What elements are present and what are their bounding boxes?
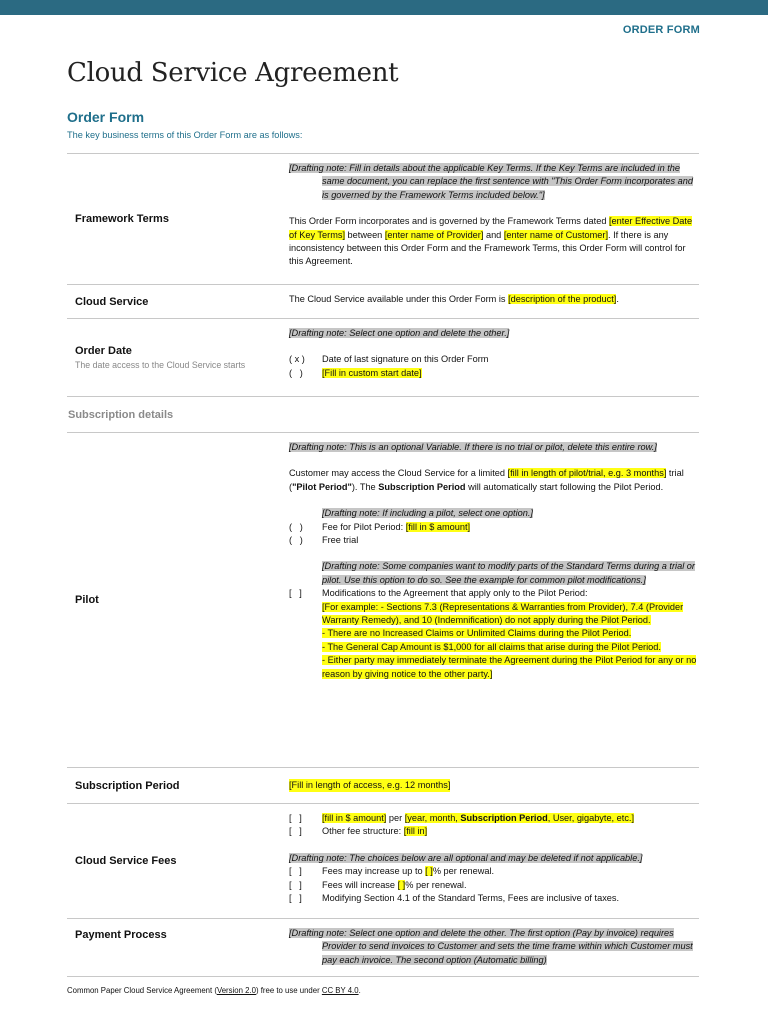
text-run: ). The [351,481,379,492]
text-run: [year, month, [404,813,461,823]
option-text: Fee for Pilot Period: [322,521,406,532]
drafting-note-text: [Drafting note: If including a pilot, select one option.] [322,508,533,519]
text-run: The Cloud Service available under this Order Form is [289,294,509,304]
drafting-note-text: [Drafting note: The choices below are all optional and may be deleted if not applicable.] [289,852,643,863]
drafting-note-text: [Drafting note: Fill in details about the applicable Key Terms. If the Key Terms are included in the same document, you can replace the first sentence with "This Order Form incorporates and is governed by the Framework Terms included below."] [289,163,693,200]
option-text: Other fee structure: [322,826,404,837]
checkbox-mark[interactable]: [ ] [289,893,302,904]
row-cloud-service [67,284,699,318]
radio-mark[interactable]: ( ) [289,535,303,546]
row-cloud-service-fees [67,803,699,918]
row-framework-terms [67,153,699,284]
term-value-cell [289,919,699,976]
term-value-cell [289,319,699,396]
row-subscription-period [67,767,699,803]
section-title: Order Form [67,109,145,125]
text-run: % per renewal. [432,866,495,877]
option-text: Modifications to the Agreement that apply only to the Pilot Period: [322,588,588,599]
term-sublabel: The date access to the Cloud Service starts [75,360,246,370]
key-terms-table [67,153,699,977]
checkbox-mark[interactable]: [ ] [289,866,302,877]
option-free-trial[interactable] [289,534,699,547]
footer-text: . [358,986,361,995]
placeholder-product-description: [description of the product] [508,294,617,304]
running-header: ORDER FORM [622,24,700,36]
defined-term: "Pilot Period" [292,481,352,492]
option-unit-fee[interactable] [289,812,699,825]
drafting-note [289,162,699,202]
text-run: , User, gigabyte, etc.] [547,813,635,823]
drafting-note [289,560,699,587]
checkbox-mark[interactable]: [ ] [289,879,302,890]
modification-item: - The General Cap Amount is $1,000 for all claims that arise during the Pilot Period. [322,641,661,652]
term-label-cell [67,919,289,976]
text-run: . If there is any inconsistency between this Order Form and the Framework Terms, this Order Form will control for this Agreement. [289,229,686,267]
option-custom-date[interactable] [289,367,699,380]
drafting-note-text: [Drafting note: This is an optional Variable. If there is no trial or pilot, delete this entire row.] [289,442,657,452]
drafting-note [289,507,699,520]
option-text: Date of last signature on this Order Form [322,354,489,365]
drafting-note-text: [Drafting note: Select one option and delete the other. The first option (Pay by invoice) requires Provider to send invoices to Customer and sets the time frame within which Customer must pay each invoice. The second option (Automatic billing) [289,928,693,965]
row-pilot [67,432,699,767]
placeholder-fee-structure: [fill in] [403,826,428,837]
drafting-note-text: [Drafting note: Select one option and delete the other.] [289,328,510,338]
option-text: Modifying Section 4.1 of the Standard Terms, Fees are inclusive of taxes. [322,893,620,904]
term-label: Framework Terms [75,213,169,225]
text-run: trial ( [289,468,684,492]
term-value-cell [289,285,699,318]
text-run: Fees may increase up to [322,866,426,877]
placeholder-provider: [enter name of Provider] [384,229,484,240]
text-run: This Order Form incorporates and is governed by the Framework Terms dated [289,216,609,227]
term-label: Payment Process [75,929,167,941]
defined-term: Subscription Period [460,813,548,823]
option-other-fee[interactable] [289,825,699,838]
pilot-paragraph [289,467,699,494]
modification-item: - There are no Increased Claims or Unlimited Claims during the Pilot Period. [322,628,632,639]
placeholder-custom-date: [Fill in custom start date] [322,367,422,378]
drafting-note [289,441,699,454]
drafting-note [289,327,699,340]
option-pilot-modifications[interactable] [289,587,699,681]
term-label: Cloud Service Fees [75,855,177,867]
text-run: will automatically start following the Pilot Period. [465,481,664,492]
option-last-signature[interactable] [289,353,699,366]
term-label-cell [67,319,289,396]
placeholder-pilot-length: [fill in length of pilot/trial, e.g. 3 months] [507,468,667,479]
term-label-cell [67,768,289,803]
drafting-note [289,852,699,865]
term-value-cell [289,433,699,767]
option-pilot-fee[interactable] [289,521,699,534]
text-run: . [616,294,619,304]
option-tax-inclusive[interactable] [289,892,699,905]
modification-item: [For example: - Sections 7.3 (Representations & Warranties from Provider), 7.4 (Provider Warranty Remedy), and 10 (Indemnification) do not apply during the Pilot Period. [322,601,684,626]
radio-mark[interactable]: ( ) [289,367,303,378]
footer [67,986,361,995]
row-payment-process [67,918,699,977]
placeholder-pilot-fee: [fill in $ amount] [405,521,471,532]
document-title: Cloud Service Agreement [67,58,399,88]
term-label: Subscription Period [75,779,180,792]
text-run: between [345,229,385,240]
defined-term: Subscription Period [378,481,466,492]
term-label-cell [67,804,289,918]
term-value-cell [289,768,699,803]
version-link[interactable]: Version 2.0 [216,986,256,995]
option-fee-increase-fixed[interactable] [289,879,699,892]
text-run: Fees will increase [322,879,398,890]
framework-paragraph [289,215,699,269]
placeholder-fee-amount: [fill in $ amount] [322,813,387,823]
modification-item: - Either party may immediately terminate the Agreement during the Pilot Period for any or no reason by giving notice to the other party.] [322,655,697,679]
term-label-cell [67,154,289,284]
option-text: Free trial [322,535,359,546]
term-value-cell [289,154,699,284]
checkbox-mark[interactable]: [ ] [289,588,302,599]
footer-text: ) free to use under [255,986,322,995]
term-label: Order Date [75,345,132,357]
placeholder-fee-unit [405,813,634,823]
placeholder-percent: [ ] [397,879,406,890]
intro-text: The key business terms of this Order Form are as follows: [67,130,303,140]
row-order-date [67,318,699,396]
subheading-label: Subscription details [68,408,174,421]
license-link[interactable]: CC BY 4.0 [321,986,359,995]
placeholder-effective-date: [enter Effective Date of Key Terms] [289,216,693,240]
footer-text: Common Paper Cloud Service Agreement ( [67,986,217,995]
checkbox-mark[interactable]: [ ] [289,813,302,823]
text-run: per [386,813,405,823]
term-label: Cloud Service [75,295,149,308]
text-run: % per renewal. [405,879,467,890]
term-label: Pilot [75,594,99,606]
cloud-service-paragraph [289,293,699,306]
term-label-cell [67,285,289,318]
placeholder-customer: [enter name of Customer] [503,229,609,240]
subscription-details-heading [67,396,699,432]
placeholder-access-length: [Fill in length of access, e.g. 12 months] [289,779,450,792]
top-banner [0,0,768,15]
radio-mark[interactable]: ( ) [289,521,303,532]
checkbox-mark[interactable]: [ ] [289,826,302,837]
drafting-note-text: [Drafting note: Some companies want to modify parts of the Standard Terms during a trial or pilot. Use this option to do so. See the example for common pilot modifications.] [322,561,695,585]
drafting-note [289,927,699,967]
option-fee-increase-cap[interactable] [289,865,699,878]
placeholder-percent: [ ] [425,866,433,877]
text-run: and [483,229,504,240]
text-run: Customer may access the Cloud Service for a limited [289,468,508,479]
radio-selected-mark[interactable]: ( x ) [289,354,305,365]
term-label-cell [67,433,289,767]
term-value-cell [289,804,699,918]
